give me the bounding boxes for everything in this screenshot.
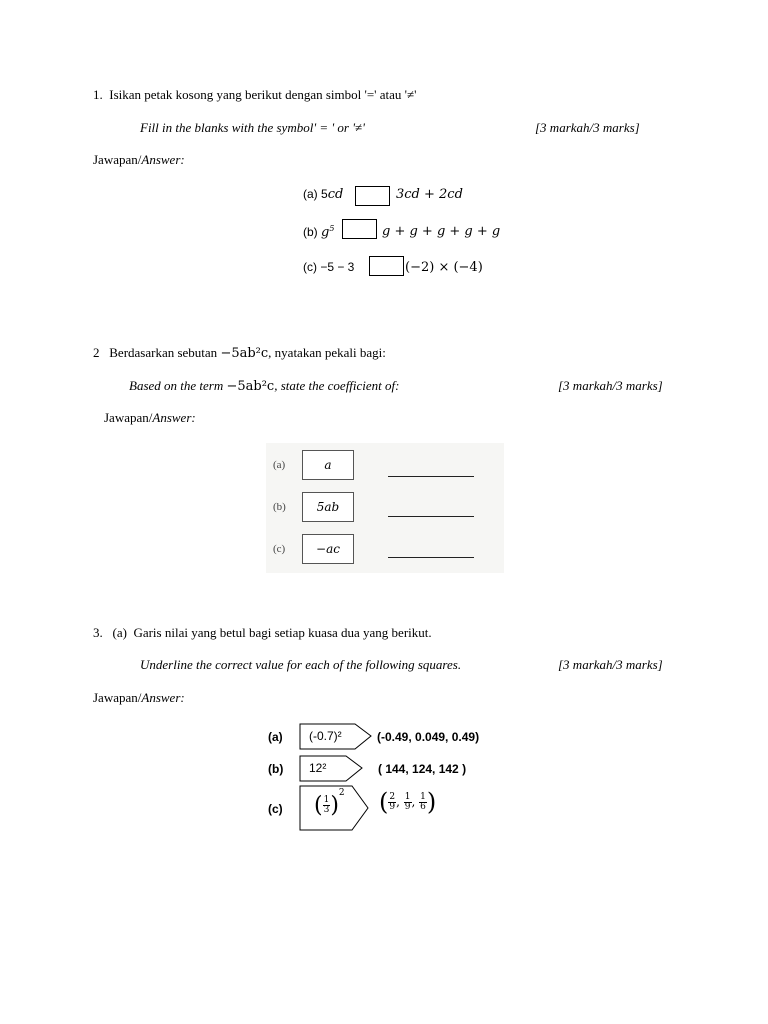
option-numerator: 1 — [420, 791, 426, 802]
q3-item-c-option-2[interactable] — [404, 793, 412, 812]
answer-label-en: Answer: — [141, 690, 185, 705]
q1-item-a-label: (a) 5 — [303, 187, 328, 201]
q2-item-c-box: −ac — [302, 534, 354, 564]
q2-item-b-label: (b) — [273, 501, 286, 513]
q2-item-b-box: 5ab — [302, 492, 354, 522]
answer-label-en: Answer: — [141, 152, 185, 167]
option-numerator: 1 — [404, 791, 411, 802]
q3-item-c-options[interactable]: ( $\frac{2}{9}$ , $\frac{1}{9}$ , $\frac{1}{6}$ ) — [379, 788, 437, 816]
q1-item-c-label: (c) −5 − 3 — [303, 260, 355, 274]
q3-item-c-denominator: 3 — [323, 805, 330, 815]
q2-number: 2 — [93, 345, 100, 360]
q1-item-b-right: g + g + g + g + g — [382, 224, 501, 239]
q3-item-c-label: (c) — [268, 802, 283, 816]
q2-marks: [3 markah/3 marks] — [558, 378, 663, 393]
q3-item-c-option-3[interactable] — [419, 793, 427, 812]
q1-question-en: Fill in the blanks with the symbol' = ' or '≠' — [140, 120, 365, 135]
q3-item-c-option-1[interactable] — [388, 793, 396, 812]
q1-question-text-ms: Isikan petak kosong yang berikut dengan simbol '=' atau '≠' — [109, 87, 417, 102]
option-denominator: 9 — [389, 801, 396, 812]
q2-question-en-pre: Based on the term — [129, 378, 227, 393]
q2-item-a-label: (a) — [273, 459, 286, 471]
q3-item-a-expr: (-0.7)² — [309, 729, 342, 743]
q1-marks: [3 markah/3 marks] — [535, 120, 640, 135]
q3-question-en: Underline the correct value for each of the following squares. — [140, 657, 462, 672]
q3-item-a-label: (a) — [268, 730, 283, 744]
q3-item-b-options[interactable]: ( 144, 124, 142 ) — [378, 762, 467, 776]
q3-item-c-numerator: 1 — [323, 795, 330, 805]
q1-item-c-right: (−2) × (−4) — [405, 260, 483, 275]
q1-item-a-right: 3cd + 2cd — [396, 187, 463, 202]
q1-item-b-left: g — [321, 225, 330, 240]
q2-item-c-label: (c) — [273, 543, 286, 555]
q2-item-a-box: a — [302, 450, 354, 480]
q1-item-a-left: cd — [327, 187, 344, 202]
option-denominator: 9 — [404, 801, 411, 812]
answer-label-ms: Jawapan/ — [104, 410, 153, 425]
q2-question-en-post: , state the coefficient of: — [274, 378, 400, 393]
q2-question-ms-post: , nyatakan pekali bagi: — [268, 345, 386, 360]
option-numerator: 2 — [389, 791, 396, 802]
q2-term-en: −5ab²c — [226, 379, 275, 394]
q1-item-b-exponent: 5 — [329, 224, 335, 233]
q3-number: 3. — [93, 625, 103, 640]
q3-item-c-exponent: 2 — [338, 788, 345, 798]
q3-item-b-expr: 12² — [309, 761, 327, 775]
q3-marks: [3 markah/3 marks] — [558, 657, 663, 672]
answer-label-ms: Jawapan/ — [93, 690, 142, 705]
q1-number: 1. — [93, 87, 103, 102]
q1-item-b-label: (b) — [303, 225, 321, 239]
q2-question-ms-pre: Berdasarkan sebutan — [109, 345, 221, 360]
q3-item-c-expr: ( $\frac{1}{3}$ )$^2$ — [314, 788, 345, 818]
q3-item-b-label: (b) — [268, 762, 284, 776]
q3-question-text-ms: Garis nilai yang betul bagi setiap kuasa dua yang berikut. — [133, 625, 432, 640]
option-denominator: 6 — [420, 801, 426, 812]
q3-item-a-options[interactable]: (-0.49, 0.049, 0.49) — [377, 730, 480, 744]
q3-part: (a) — [112, 625, 127, 640]
answer-label-ms: Jawapan/ — [93, 152, 142, 167]
q2-term: −5ab²c — [220, 346, 269, 361]
answer-label-en: Answer: — [152, 410, 196, 425]
